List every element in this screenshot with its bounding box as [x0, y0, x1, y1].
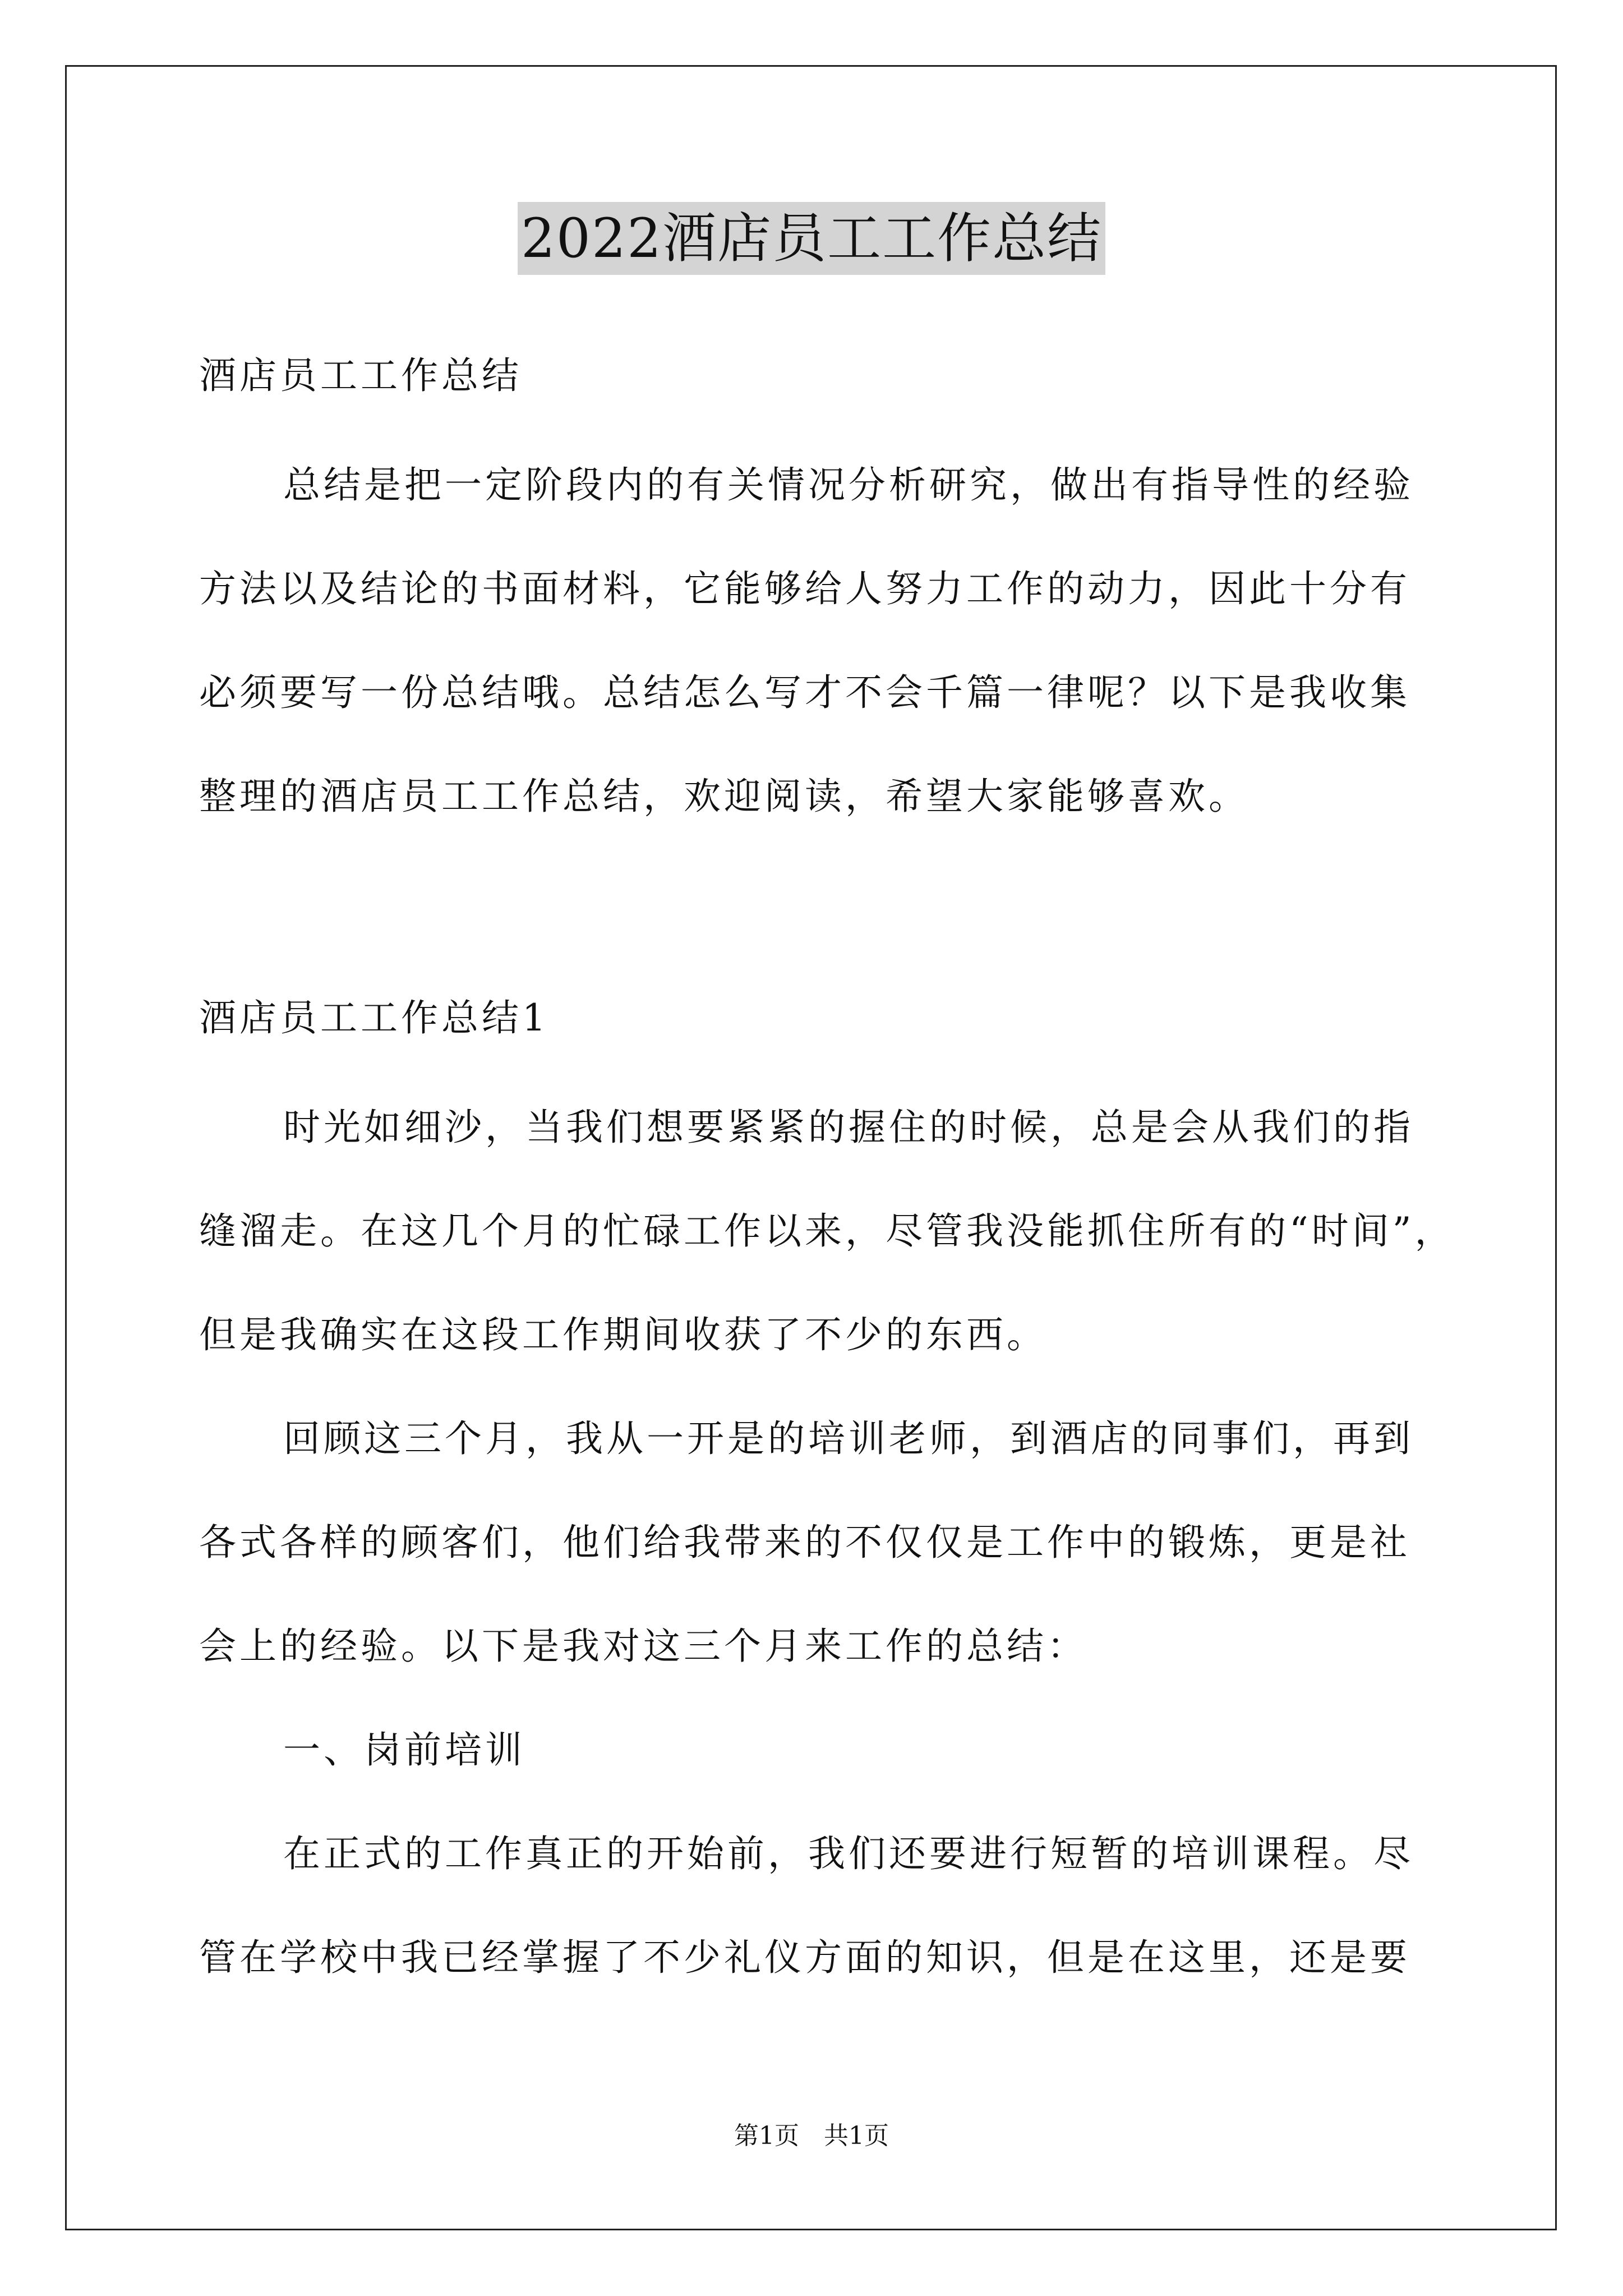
- paragraph-line: 整理的酒店员工工作总结，欢迎阅读，希望大家能够喜欢。: [199, 775, 1249, 818]
- paragraph-line: 方法以及结论的书面材料，它能够给人努力工作的动力，因此十分有: [199, 567, 1410, 610]
- section-heading: 酒店员工工作总结1: [199, 996, 549, 1039]
- paragraph-line: 总结是把一定阶段内的有关情况分析研究，做出有指导性的经验: [283, 463, 1414, 507]
- paragraph-line: 但是我确实在这段工作期间收获了不少的东西。: [199, 1313, 1047, 1356]
- title-wrap: [0, 202, 1623, 275]
- paragraph-line: 在正式的工作真正的开始前，我们还要进行短暂的培训课程。尽: [283, 1832, 1414, 1875]
- paragraph-line: 必须要写一份总结哦。总结怎么写才不会千篇一律呢？以下是我收集: [199, 671, 1410, 714]
- paragraph-line: 缝溜走。在这几个月的忙碌工作以来，尽管我没能抓住所有的“时间”，: [199, 1209, 1455, 1253]
- paragraph-line: 回顾这三个月，我从一开是的培训老师，到酒店的同事们，再到: [283, 1417, 1414, 1460]
- section-heading: 酒店员工工作总结: [199, 354, 522, 397]
- paragraph-line: 时光如细沙，当我们想要紧紧的握住的时候，总是会从我们的指: [283, 1106, 1414, 1149]
- document-title: 2022酒店员工工作总结: [518, 202, 1105, 275]
- paragraph-line: 管在学校中我已经掌握了不少礼仪方面的知识，但是在这里，还是要: [199, 1936, 1410, 1979]
- paragraph-line: 各式各样的顾客们，他们给我带来的不仅仅是工作中的锻炼，更是社: [199, 1521, 1410, 1564]
- page-footer: 第1页 共1页: [734, 2122, 889, 2150]
- subsection-heading: 一、岗前培训: [283, 1728, 525, 1772]
- paragraph-line: 会上的经验。以下是我对这三个月来工作的总结：: [199, 1625, 1087, 1668]
